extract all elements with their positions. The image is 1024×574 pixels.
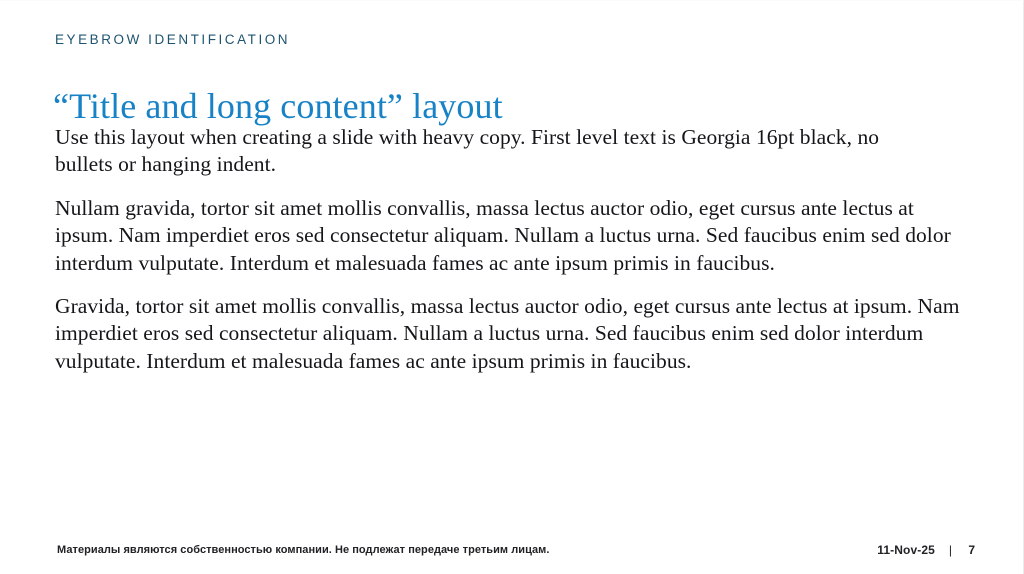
footer-date: 11-Nov-25 bbox=[877, 543, 935, 557]
eyebrow-label: EYEBROW IDENTIFICATION bbox=[55, 32, 291, 47]
body-content bbox=[55, 124, 967, 375]
footer-page-number: 7 bbox=[968, 543, 975, 557]
page-title: “Title and long content” layout bbox=[53, 86, 503, 127]
footer-separator: | bbox=[948, 543, 952, 557]
body-paragraph: Gravida, tortor sit amet mollis convallis, massa lectus auctor odio, eget cursus ante lectus at ipsum. Nam imperdiet eros sed consectetur aliquam. Nullam a luctus urna. Sed faucibus enim sed dolor interdum vulputate. Interdum et malesuada fames ac ante ipsum primis in faucibus. bbox=[55, 294, 960, 373]
footer-disclaimer: Материалы являются собственностью компании. Не подлежат передаче третьим лицам. bbox=[57, 544, 550, 556]
body-paragraph: Use this layout when creating a slide with heavy copy. First level text is Georgia 16pt black, no bullets or hanging indent. bbox=[55, 125, 880, 177]
footer-meta bbox=[877, 543, 975, 557]
body-paragraph: Nullam gravida, tortor sit amet mollis convallis, massa lectus auctor odio, eget cursus ante lectus at ipsum. Nam imperdiet eros sed consectetur aliquam. Nullam a luctus urna. Sed faucibus enim sed dolor interdum vulputate. Interdum et malesuada fames ac ante ipsum primis in faucibus. bbox=[55, 195, 951, 275]
